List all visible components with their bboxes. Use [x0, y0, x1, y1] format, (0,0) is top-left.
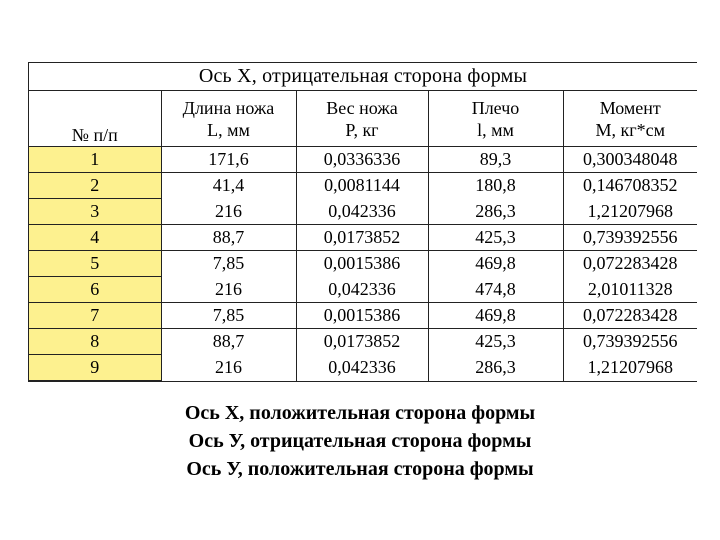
header-number-label: № п/п: [71, 125, 118, 145]
arm-cell: 89,3: [428, 147, 563, 173]
arm-cell: 469,8: [428, 303, 563, 329]
moment-cell: 1,21207968: [563, 199, 697, 225]
length-cell: 216: [161, 355, 296, 381]
arm-cell: 180,8: [428, 173, 563, 199]
header-weight-unit: P, кг: [345, 119, 379, 140]
table-row: [29, 251, 697, 277]
table-row: [29, 303, 697, 329]
weight-cell: 0,042336: [296, 355, 428, 381]
table-row: [29, 173, 697, 199]
row-number: 7: [29, 303, 161, 329]
length-cell: 216: [161, 199, 296, 225]
header-length-unit: L, мм: [207, 119, 250, 140]
table-title: Ось X, отрицательная сторона формы: [29, 63, 697, 91]
length-cell: 216: [161, 277, 296, 303]
length-cell: 7,85: [161, 303, 296, 329]
caption-y-positive: Ось У, положительная сторона формы: [186, 458, 534, 480]
arm-cell: 286,3: [428, 355, 563, 381]
weight-cell: 0,0173852: [296, 329, 428, 355]
row-number: 5: [29, 251, 161, 277]
weight-cell: 0,0015386: [296, 303, 428, 329]
moment-cell: 0,072283428: [563, 303, 697, 329]
row-number: 6: [29, 277, 161, 303]
moment-cell: 0,739392556: [563, 225, 697, 251]
length-cell: 88,7: [161, 225, 296, 251]
header-weight-name: Вес ножа: [326, 97, 398, 118]
arm-cell: 474,8: [428, 277, 563, 303]
caption-x-positive: Ось X, положительная сторона формы: [184, 402, 536, 424]
row-number: 2: [29, 173, 161, 199]
row-number: 3: [29, 199, 161, 225]
weight-cell: 0,0336336: [296, 147, 428, 173]
row-number: 9: [29, 355, 161, 381]
table-row: [29, 225, 697, 251]
header-number: [29, 91, 161, 147]
moment-cell: 2,01011328: [563, 277, 697, 303]
header-weight: [296, 91, 428, 147]
table-row: [29, 147, 697, 173]
header-arm-unit: l, мм: [477, 119, 514, 140]
table-row: [29, 277, 697, 303]
data-table: [28, 62, 697, 382]
row-number: 8: [29, 329, 161, 355]
weight-cell: 0,0081144: [296, 173, 428, 199]
arm-cell: 425,3: [428, 329, 563, 355]
moment-cell: 0,072283428: [583, 253, 678, 274]
arm-cell: 286,3: [428, 199, 563, 225]
weight-cell: 0,0173852: [296, 225, 428, 251]
header-moment-name: Момент: [599, 97, 661, 118]
weight-cell: 0,042336: [296, 199, 428, 225]
header-arm: [428, 91, 563, 147]
table-row: [29, 199, 697, 225]
caption-y-negative: Ось У, отрицательная сторона формы: [188, 430, 532, 452]
row-number: 1: [29, 147, 161, 173]
length-cell: 7,85: [161, 251, 296, 277]
weight-cell: 0,0015386: [296, 251, 428, 277]
arm-cell: 469,8: [428, 251, 563, 277]
arm-cell: 425,3: [428, 225, 563, 251]
header-arm-name: Плечо: [471, 97, 520, 118]
moment-cell: 0,739392556: [583, 331, 678, 352]
table-row: [29, 355, 697, 381]
header-length-name: Длина ножа: [182, 97, 275, 118]
row-number: 4: [29, 225, 161, 251]
moment-cell: 1,21207968: [587, 357, 673, 377]
header-length: [161, 91, 296, 147]
header-moment-unit: M, кг*см: [595, 119, 665, 140]
header-moment: [563, 91, 697, 147]
weight-cell: 0,042336: [296, 277, 428, 303]
length-cell: 88,7: [161, 329, 296, 355]
length-cell: 171,6: [161, 147, 296, 173]
moment-cell: 0,300348048: [563, 147, 697, 173]
table-row: [29, 329, 697, 355]
length-cell: 41,4: [161, 173, 296, 199]
moment-cell: 0,146708352: [583, 175, 678, 196]
